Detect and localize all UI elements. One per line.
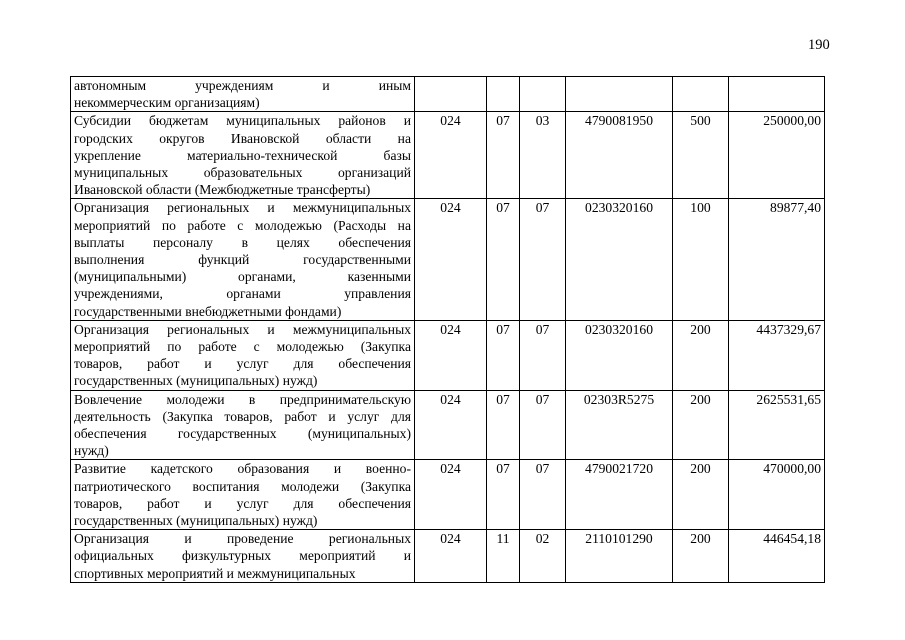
description-line: выполнения функций государственными [74, 252, 411, 268]
description-line: автономным учреждениям и иным [74, 78, 411, 93]
target-article-cell: 4790081950 [566, 112, 673, 199]
description-line: Субсидии бюджетам муниципальных районов и [74, 113, 411, 129]
amount-cell: 446454,18 [729, 530, 825, 583]
amount-cell: 250000,00 [729, 112, 825, 199]
description-line: Организация региональных и межмуниципальных [74, 200, 411, 216]
description-line: Ивановской области (Межбюджетные трансферты) [74, 182, 371, 198]
description-line: мероприятий по работе с молодежью (Закупка [74, 339, 411, 355]
ministry-code-cell: 024 [415, 112, 487, 199]
ministry-code-cell: 024 [415, 530, 487, 583]
description-line: муниципальных образовательных организаций [74, 165, 411, 181]
subsection-code-cell: 02 [520, 530, 566, 583]
description-cell [71, 199, 415, 320]
section-code-cell: 07 [487, 460, 520, 530]
section-code-cell [487, 77, 520, 112]
description-line: государственных (муниципальных) нужд) [74, 373, 318, 389]
ministry-code-cell: 024 [415, 460, 487, 530]
target-article-cell: 0230320160 [566, 320, 673, 390]
table-row [71, 199, 825, 320]
target-article-cell: 02303R5275 [566, 390, 673, 460]
target-article-cell: 0230320160 [566, 199, 673, 320]
ministry-code-cell [415, 77, 487, 112]
page-number: 190 [808, 37, 830, 53]
subsection-code-cell: 07 [520, 199, 566, 320]
description-line: Организация региональных и межмуниципальных [74, 321, 411, 337]
description-line: выплаты персоналу в целях обеспечения [74, 234, 411, 250]
table-body [71, 77, 825, 583]
section-code-cell: 07 [487, 320, 520, 390]
description-cell [71, 112, 415, 199]
expense-type-cell: 100 [673, 199, 729, 320]
expense-type-cell: 200 [673, 460, 729, 530]
budget-table [70, 76, 825, 583]
description-line: официальных физкультурных мероприятий и [74, 548, 411, 564]
section-code-cell: 07 [487, 112, 520, 199]
target-article-cell: 4790021720 [566, 460, 673, 530]
description-line: Развитие кадетского образования и военно- [74, 461, 411, 477]
description-cell [71, 390, 415, 460]
description-line: спортивных мероприятий и межмуниципальных [74, 565, 356, 581]
subsection-code-cell: 03 [520, 112, 566, 199]
description-line: городских округов Ивановской области на [74, 130, 411, 146]
amount-cell: 470000,00 [729, 460, 825, 530]
table-row [71, 77, 825, 112]
target-article-cell: 2110101290 [566, 530, 673, 583]
description-cell [71, 460, 415, 530]
description-line: государственных (муниципальных) нужд) [74, 513, 318, 529]
description-line: Организация и проведение региональных [74, 531, 411, 547]
description-line: товаров, работ и услуг для обеспечения [74, 495, 411, 511]
section-code-cell: 07 [487, 199, 520, 320]
description-cell [71, 77, 415, 112]
table-row [71, 390, 825, 460]
amount-cell: 4437329,67 [729, 320, 825, 390]
description-line: деятельность (Закупка товаров, работ и услуг для [74, 408, 411, 424]
amount-cell: 2625531,65 [729, 390, 825, 460]
table-row [71, 460, 825, 530]
description-line: патриотического воспитания молодежи (Закупка [74, 478, 411, 494]
description-line: укрепление материально-технической базы [74, 147, 411, 163]
table-row [71, 112, 825, 199]
expense-type-cell: 200 [673, 530, 729, 583]
description-line: нужд) [74, 443, 109, 459]
description-line: учреждениями, органами управления [74, 286, 411, 302]
subsection-code-cell: 07 [520, 460, 566, 530]
description-line: Вовлечение молодежи в предпринимательскую [74, 391, 411, 407]
subsection-code-cell: 07 [520, 390, 566, 460]
description-line: некоммерческим организациям) [74, 95, 260, 111]
target-article-cell [566, 77, 673, 112]
section-code-cell: 11 [487, 530, 520, 583]
ministry-code-cell: 024 [415, 390, 487, 460]
expense-type-cell [673, 77, 729, 112]
table-row [71, 530, 825, 583]
description-cell [71, 320, 415, 390]
table-row [71, 320, 825, 390]
ministry-code-cell: 024 [415, 199, 487, 320]
expense-type-cell: 500 [673, 112, 729, 199]
ministry-code-cell: 024 [415, 320, 487, 390]
description-line: (муниципальными) органами, казенными [74, 269, 411, 285]
expense-type-cell: 200 [673, 390, 729, 460]
subsection-code-cell [520, 77, 566, 112]
description-line: государственными внебюджетными фондами) [74, 303, 342, 319]
description-cell [71, 530, 415, 583]
expense-type-cell: 200 [673, 320, 729, 390]
description-line: товаров, работ и услуг для обеспечения [74, 356, 411, 372]
description-line: мероприятий по работе с молодежью (Расходы на [74, 217, 411, 233]
amount-cell [729, 77, 825, 112]
section-code-cell: 07 [487, 390, 520, 460]
amount-cell: 89877,40 [729, 199, 825, 320]
subsection-code-cell: 07 [520, 320, 566, 390]
description-line: обеспечения государственных (муниципальных) [74, 426, 411, 442]
